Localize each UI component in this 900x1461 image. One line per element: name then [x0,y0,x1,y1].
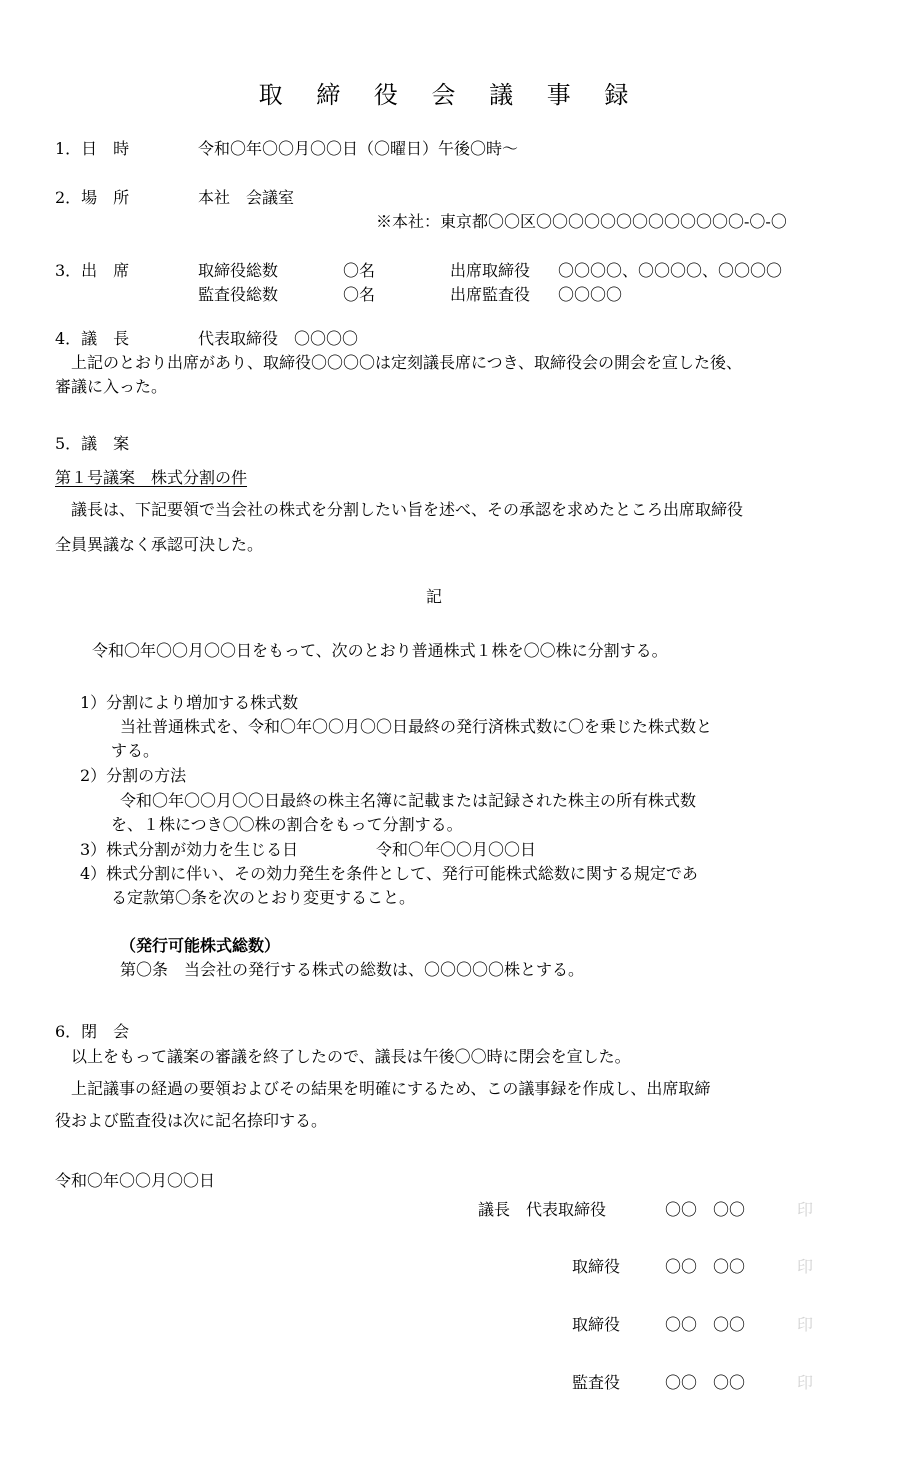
closing-line-3: 役および監査役は次に記名捺印する。 [55,1111,328,1130]
opening-paragraph-line-1: 上記のとおり出席があり、取締役〇〇〇〇は定刻議長席につき、取締役会の開会を宣した後、 [71,353,743,372]
item-1-text-line-2: する。 [111,741,160,760]
item-2-label: 2）分割の方法 [80,766,187,785]
document-date: 令和〇年〇〇月〇〇日 [55,1171,216,1190]
directors-total-value: 〇名 [343,261,376,280]
item-3-label: 3）株式分割が効力を生じる日 [80,840,299,859]
signature-role-auditor: 監査役 [572,1373,621,1392]
section-1-heading: 1．日 時 [55,139,130,158]
section-4-heading: 4．議 長 [55,329,130,348]
head-office-address-note: ※本社：東京都〇〇区〇〇〇〇〇〇〇〇〇〇〇〇〇-〇-〇 [376,212,787,231]
opening-paragraph-line-2: 審議に入った。 [55,377,168,396]
present-directors-label: 出席取締役 [450,261,531,280]
seal-mark-director-2: 印 [797,1315,814,1334]
seal-mark-chair: 印 [797,1200,814,1219]
signature-name-director-2: 〇〇 〇〇 [665,1315,746,1334]
section-3-heading: 3．出 席 [55,261,130,280]
signature-name-chair: 〇〇 〇〇 [665,1200,746,1219]
item-4-label: 4）株式分割に伴い、その効力発生を条件として、発行可能株式総数に関する規定であ [80,864,698,883]
present-auditors-label: 出席監査役 [450,285,531,304]
proposal-intro-line-2: 全員異議なく承認可決した。 [55,535,264,554]
proposal-1-title: 第１号議案 株式分割の件 [55,468,248,487]
present-directors-value: 〇〇〇〇、〇〇〇〇、〇〇〇〇 [558,261,783,280]
meeting-datetime: 令和〇年〇〇月〇〇日（〇曜日）午後〇時～ [198,139,519,158]
closing-line-1: 以上をもって議案の審議を終了したので、議長は午後〇〇時に閉会を宣した。 [71,1047,631,1066]
proposal-intro-line-1: 議長は、下記要領で当会社の株式を分割したい旨を述べ、その承認を求めたところ出席取締役 [71,500,744,519]
item-3-effective-date: 令和〇年〇〇月〇〇日 [376,840,537,859]
article-heading: （発行可能株式総数） [120,936,281,955]
section-5-heading: 5．議 案 [55,434,130,453]
present-auditors-value: 〇〇〇〇 [558,285,623,304]
auditors-total-label: 監査役総数 [198,285,279,304]
document-title: 取 締 役 会 議 事 録 [258,81,642,109]
ki-marker: 記 [425,587,442,606]
chairperson: 代表取締役 〇〇〇〇 [198,329,359,348]
seal-mark-auditor: 印 [797,1373,814,1392]
seal-mark-director-1: 印 [797,1257,814,1276]
signature-role-chair: 議長 代表取締役 [478,1200,607,1219]
item-2-text-line-2: を、１株につき〇〇株の割合をもって分割する。 [111,815,463,834]
item-1-text-line-1: 当社普通株式を、令和〇年〇〇月〇〇日最終の発行済株式数に〇を乗じた株式数と [120,717,713,736]
item-1-label: 1）分割により増加する株式数 [80,693,299,712]
meeting-place: 本社 会議室 [198,188,295,207]
signature-role-director-1: 取締役 [572,1257,621,1276]
closing-line-2: 上記議事の経過の要領およびその結果を明確にするため、この議事録を作成し、出席取締 [71,1079,711,1098]
section-2-heading: 2．場 所 [55,188,130,207]
auditors-total-value: 〇名 [343,285,376,304]
section-6-heading: 6．閉 会 [55,1022,130,1041]
signature-name-director-1: 〇〇 〇〇 [665,1257,746,1276]
signature-name-auditor: 〇〇 〇〇 [665,1373,746,1392]
item-4-text-line-2: る定款第〇条を次のとおり変更すること。 [111,888,416,907]
directors-total-label: 取締役総数 [198,261,279,280]
signature-role-director-2: 取締役 [572,1315,621,1334]
item-2-text-line-1: 令和〇年〇〇月〇〇日最終の株主名簿に記載または記録された株主の所有株式数 [120,791,697,810]
split-main-statement: 令和〇年〇〇月〇〇日をもって、次のとおり普通株式１株を〇〇株に分割する。 [92,641,668,660]
article-text: 第〇条 当会社の発行する株式の総数は、〇〇〇〇〇株とする。 [120,960,585,979]
